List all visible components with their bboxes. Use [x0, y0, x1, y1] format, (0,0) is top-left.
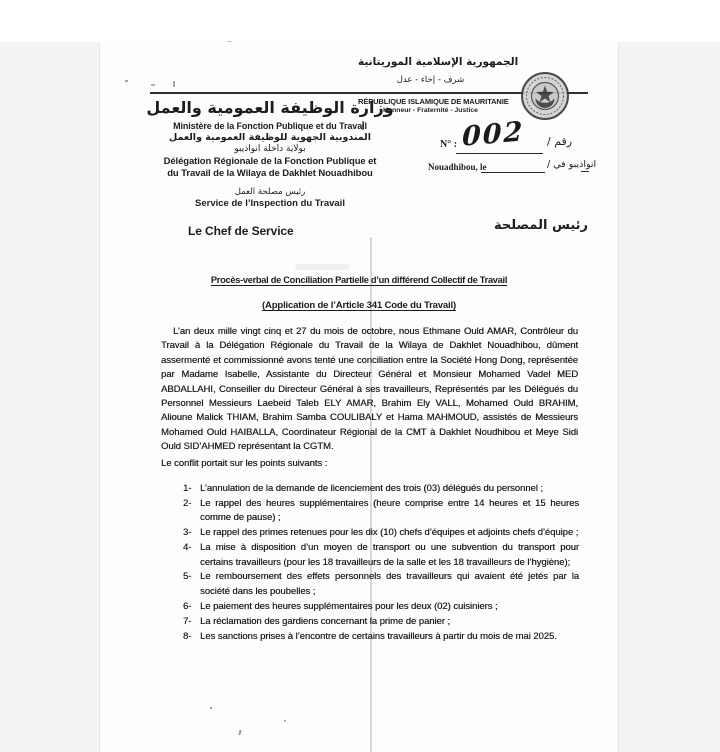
ministry-title-fr: Ministère de la Fonction Publique et du Travail: [173, 121, 367, 131]
conflict-point: [183, 526, 579, 540]
date-place-label: Nouadhibou, le: [428, 162, 487, 172]
chef-de-service-title: Le Chef de Service: [188, 224, 294, 238]
date-line: [481, 172, 545, 173]
ink-speck: [238, 730, 241, 735]
service-ar: رئيس مصلحة العمل: [234, 187, 306, 197]
conflict-points-list: [183, 482, 579, 644]
point-text: Le rappel des heures supplémentaires (heure comprise entre 14 heures et 15 heures comme de pause) ;: [200, 497, 579, 524]
point-text: Le rappel des primes retenues pour les dix (10) chefs d’équipes et adjoints chefs d’équipe ;: [200, 527, 579, 539]
delegation-ar: المندوبية الجهوية للوظيفة العمومية والعمل: [169, 132, 371, 143]
date-line-stub: [581, 171, 589, 172]
conflict-point: [183, 541, 579, 570]
date-place-label-ar: انواذيبو في /: [547, 159, 597, 170]
ref-number-label-ar: / رقم: [547, 135, 573, 148]
point-text: Le paiement des heures supplémentaires pour les deux (02) cuisiniers ;: [200, 600, 498, 612]
ref-number-line: [456, 153, 543, 154]
point-text: Le remboursement des effets personnels des travailleurs qui avaient été jetés par la société dans les poubelles ;: [200, 571, 579, 597]
top-white-strip: [0, 0, 720, 42]
ref-number-label: N° :: [440, 139, 458, 150]
point-text: L’annulation de la demande de licenciement des trois (03) délégués du personnel ;: [200, 483, 543, 494]
pencil-mark: [125, 80, 128, 82]
service-fr: Service de l’Inspection du Travail: [195, 198, 345, 209]
conflict-intro: Le conflit portait sur les points suivants :: [161, 458, 328, 469]
conflict-point: [183, 600, 579, 614]
point-number: 1-: [183, 483, 192, 494]
point-number: 7-: [183, 615, 192, 627]
conflict-point: [183, 570, 579, 599]
point-number: 5-: [183, 571, 192, 583]
ministry-title-ar: وزارة الوظيفة العمومية والعمل: [146, 98, 394, 117]
point-number: 6-: [183, 600, 192, 612]
republic-title-ar: الجمهورية الإسلامية الموريتانية: [358, 56, 519, 68]
conflict-point: [183, 497, 579, 526]
state-seal-icon: [520, 71, 570, 121]
ink-speck: [284, 720, 286, 722]
point-text: La mise à disposition d’un moyen de transport ou une subvention du transport pour certains travailleurs (pour les 18 travailleurs de la salle et les 18 travailleurs de l’hygiène);: [200, 542, 579, 568]
republic-title-fr: RÉPUBLIQUE ISLAMIQUE DE MAURITANIE: [358, 97, 509, 106]
wilaya-ar: بولاية داخلة انواذيبو: [234, 144, 306, 154]
point-text: Les sanctions prises à l’encontre de certains travailleurs à partir du mois de mai 2025.: [200, 630, 557, 642]
ref-number-value: 002: [461, 116, 525, 153]
ink-speck: [210, 707, 212, 709]
point-text: La réclamation des gardiens concernant la prime de panier ;: [200, 615, 451, 627]
delegation-fr-line1: Délégation Régionale de la Fonction Publique et: [163, 156, 377, 167]
point-number: 4-: [183, 542, 192, 554]
chef-title-ar: رئيس المصلحة: [494, 218, 588, 233]
pencil-mark: [151, 84, 155, 86]
scan-smudge: [295, 264, 350, 270]
pencil-mark: [173, 81, 175, 87]
conflict-point: [183, 482, 579, 496]
republic-motto-ar: شرف - إخاء - عدل: [396, 75, 465, 85]
body-paragraph: L’an deux mille vingt cinq et 27 du mois de octobre, nous Ethmane Ould AMAR, Contrôleur du Travail à la Délégation Régionale du Travail de la Wilaya de Dakhlet Nouadhibou, dûment assermenté et commissionné avons tenté une conciliation entre la Société Hong Dong, représentée par Madame Isabelle, Assistante du Directeur Général et Monsieur Mohamed Vadel MED ABDALLAHI, Conseiller du Directeur Général à ses travailleurs, Représentés par les Délégués du Personnel Messieurs Laebeid Taleb ELY AMAR, Brahim Ely VALL, Mohamed Ould BRAHIM, Alioune Malick THIAM, Brahim Samba COULIBALY et Hama MAHMOUD, assistés de Messieurs Mohamed Ould HAIBALLA, Coordinateur Régional de la CMT à Dakhlet Noudhibou et Meye Sidi Ould SID’AHMED représentant la CGTM.: [161, 326, 578, 453]
conflict-point: [183, 615, 579, 629]
republic-motto-fr: Honneur - Fraternité - Justice: [383, 106, 478, 114]
doc-subtitle: (Application de l’Article 341 Code du Travail): [262, 300, 456, 311]
document-page: [99, 42, 619, 752]
point-number: 2-: [183, 497, 192, 509]
point-number: 3-: [183, 527, 192, 539]
point-number: 8-: [183, 630, 192, 642]
delegation-fr-line2: du Travail de la Wilaya de Dakhlet Nouadhibou: [167, 168, 373, 179]
doc-title: Procès-verbal de Conciliation Partielle d’un différend Collectif de Travail: [210, 275, 508, 285]
conflict-point: [183, 630, 579, 644]
